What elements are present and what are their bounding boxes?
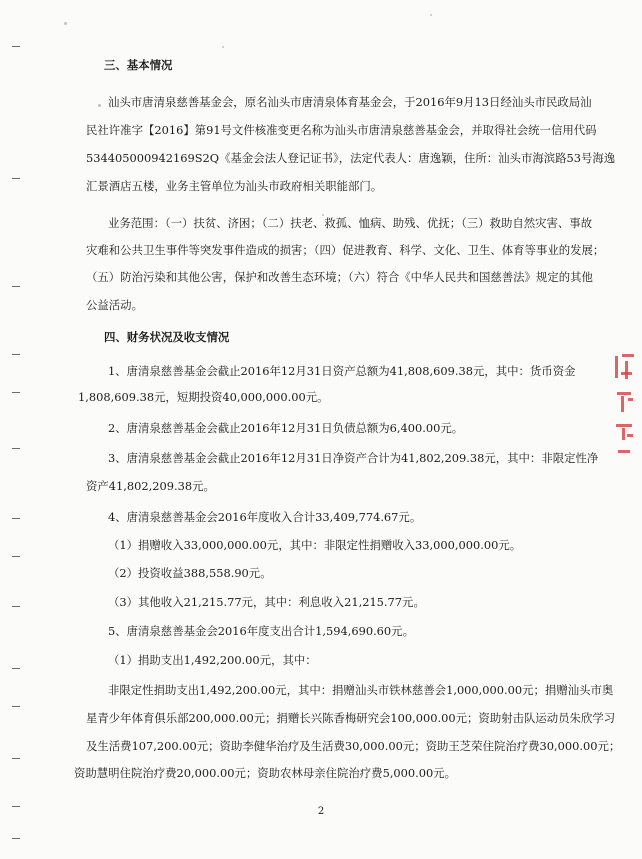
- text-line: （1）捐助支出1,492,200.00元，其中：: [108, 653, 317, 667]
- scan-mark: [12, 354, 20, 355]
- section-heading-basic-info: 三、基本情况: [104, 58, 173, 72]
- scan-mark: [12, 668, 20, 669]
- text-line: （五）防治污染和其他公害，保护和改善生态环境；（六）符合《中华人民共和国慈善法》规定的其他: [86, 270, 593, 284]
- red-seal-stamp-fragment: [613, 352, 637, 460]
- text-line: 1、唐清泉慈善基金会截止2016年12月31日资产总额为41,808,609.38元，其中：货币资金: [108, 364, 576, 378]
- text-line: 5、唐清泉慈善基金会2016年度支出合计1,594,690.60元。: [108, 624, 414, 638]
- text-line: 公益活动。: [86, 298, 143, 312]
- scan-speck: [98, 104, 101, 107]
- scan-speck: [430, 14, 432, 16]
- scan-mark: [12, 758, 20, 759]
- scan-mark: [12, 706, 20, 707]
- text-line: 及生活费107,200.00元；资助李健华治疗及生活费30,000.00元；资助王芝荣住院治疗费30,000.00元；: [86, 739, 621, 753]
- scan-mark: [12, 838, 20, 839]
- text-line: 3、唐清泉慈善基金会截止2016年12月31日净资产合计为41,802,209.38元，其中：非限定性净: [108, 451, 599, 465]
- scan-mark: [12, 606, 20, 607]
- text-line: （1）捐赠收入33,000,000.00元，其中：非限定性捐赠收入33,000,000.00元。: [108, 538, 522, 552]
- scan-mark: [12, 556, 20, 557]
- text-line: 非限定性捐助支出1,492,200.00元，其中：捐赠汕头市铁林慈善会1,000,000.00元；捐赠汕头市奥: [108, 683, 614, 697]
- section-heading-finance: 四、财务状况及收支情况: [104, 330, 230, 344]
- text-line: 民社许准字【2016】第91号文件核准变更名称为汕头市唐清泉慈善基金会，并取得社会统一信用代码: [86, 123, 597, 137]
- scan-edge-marks: [0, 0, 26, 859]
- text-line: 汕头市唐清泉慈善基金会，原名汕头市唐清泉体育基金会，于2016年9月13日经汕头市民政局汕: [108, 95, 592, 109]
- scan-mark: [12, 286, 20, 287]
- text-line: 业务范围：（一）扶贫、济困；（二）扶老、救孤、恤病、助残、优抚；（三）救助自然灾害、事故: [108, 216, 593, 230]
- scan-speck: [222, 46, 224, 48]
- text-line: 资产41,802,209.38元。: [86, 479, 215, 493]
- text-line: 灾难和公共卫生事件等突发事件造成的损害；（四）促进教育、科学、文化、卫生、体育等事业的发展；: [86, 243, 605, 257]
- scan-mark: [12, 518, 20, 519]
- text-line: 534405000942169S2Q《基金会法人登记证书》，法定代表人：唐逸颖，住所：汕头市海滨路53号海逸: [86, 151, 616, 165]
- text-line: 4、唐清泉慈善基金会2016年度收入合计33,409,774.67元。: [108, 510, 422, 524]
- scan-mark: [12, 392, 20, 393]
- text-line: （2）投资收益388,558.90元。: [108, 566, 272, 580]
- text-line: 资助慧明住院治疗费20,000.00元；资助农林母亲住院治疗费5,000.00元。: [74, 766, 457, 780]
- text-line: 2、唐清泉慈善基金会截止2016年12月31日负债总额为6,400.00元。: [108, 421, 464, 435]
- text-line: 汇景酒店五楼，业务主管单位为汕头市政府相关职能部门。: [86, 179, 383, 193]
- page-number: 2: [317, 806, 325, 817]
- scan-mark: [12, 448, 20, 449]
- scan-speck: [322, 214, 324, 216]
- text-line: 星青少年体育俱乐部200,000.00元；捐赠长兴陈香梅研究会100,000.00元；资助射击队运动员朱欣学习: [86, 711, 616, 725]
- scan-mark: [12, 178, 20, 179]
- text-line: 1,808,609.38元，短期投资40,000,000.00元。: [78, 390, 329, 404]
- scan-speck: [64, 22, 67, 25]
- text-line: （3）其他收入21,215.77元，其中：利息收入21,215.77元。: [108, 595, 425, 609]
- scan-mark: [12, 46, 20, 47]
